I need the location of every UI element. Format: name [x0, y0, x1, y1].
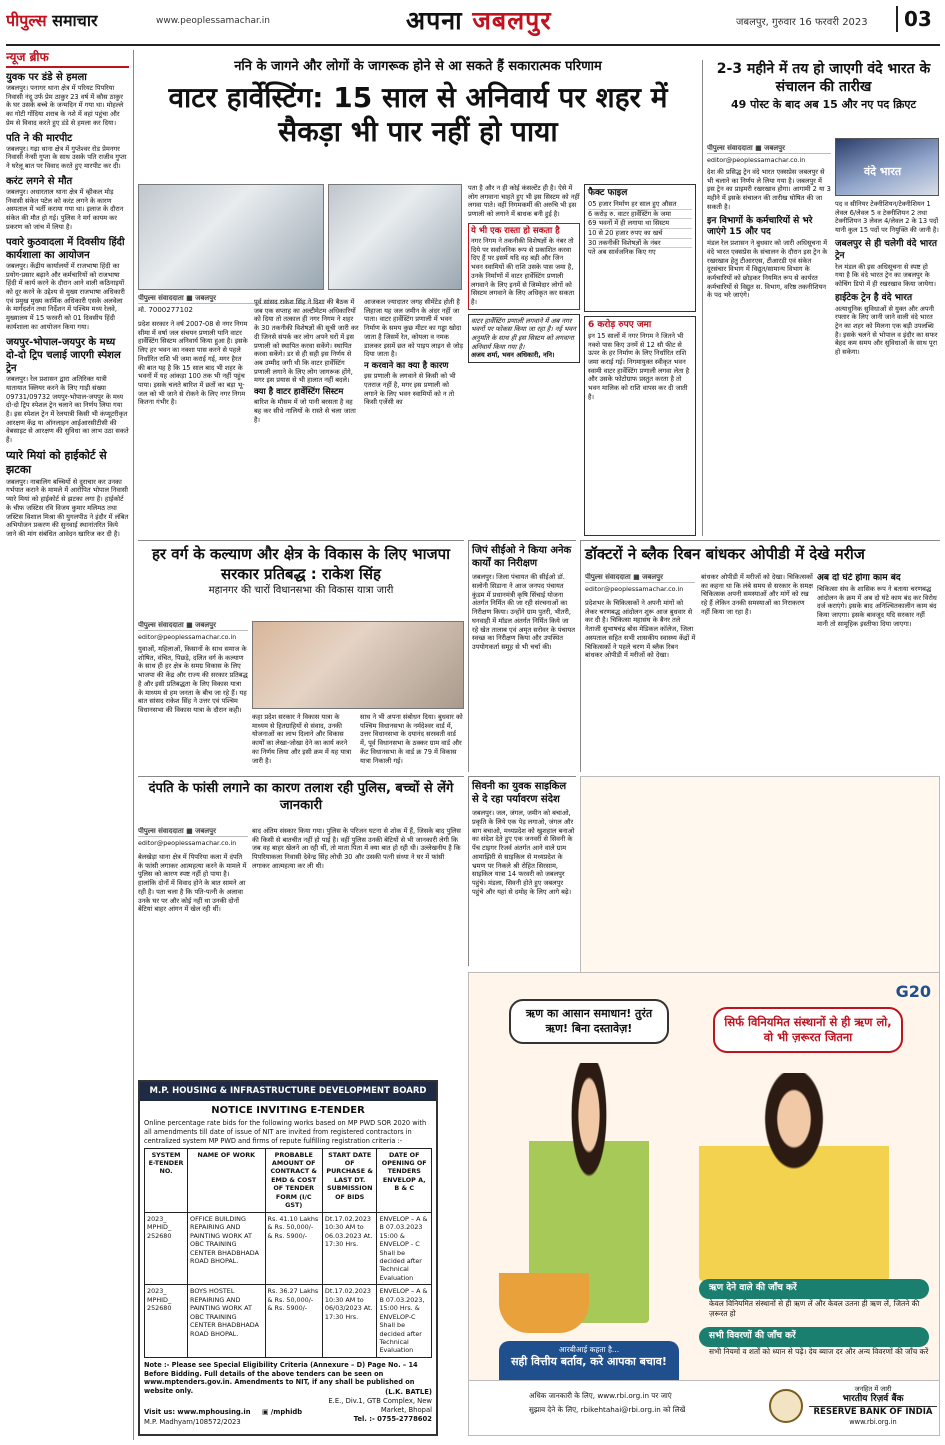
brief-body: जबलपुर। नाबालिग बच्चियों से दुराचार कर उनका गर्भपात कराने के मामले में आरोपित भोपाल निवासी प्यारे मियां को हाईकोर्ट से झटका लगा है। हाईकोर्ट के चीफ जस्टिस रवि विजय कुमार मलिमठ तथा जस्टिस विशाल मिश्रा की युगलपीठ ने इंदौर में लंबित अभियोजन प्रकरण की सुनवाई स्थानांतरित किये जाने की मांग संबंधित आवेदन खारिज कर दी है।: [6, 477, 129, 538]
doctors-subhead: अब दो घंटे होगा काम बंद: [817, 573, 901, 583]
tender-cell: Dt.17.02.2023 10:30 AM to 06.03.2023 At. 17:30 Hrs.: [322, 1212, 377, 1285]
bjp-story: [138, 540, 464, 772]
couple-body-2: बाद अंतिम संस्कार किया गया। पुलिस के परिजन घटना से शोक में हैं, जिसके बाद पुलिस की किसी से बातचीत नहीं हो पाई है। वहीं पुलिस उनकी बेटियों से भी जानकारी लेगी कि जब वह बाहर खेलने आ रही थीं, तो माता पिता में क्या बात हो रही थी। उल्लेखनीय है कि पिपरियाकला निवासी देवेन्द्र सिंह लोधी 30 और उसकी पत्नी संध्या ने घर में फांसी लगाकर आत्महत्या कर ली थी।: [252, 827, 461, 870]
lead-body-4: [468, 184, 580, 536]
brief-body: जबलपुर। केंद्रीय कार्यालयों में राजभाषा हिंदी का प्रयोग-प्रसार बढ़ाने और कर्मचारियों को राजभाषा हिंदी में कार्य करने के दौरान आने वाली कठिनाइयों को दूर करने के उद्देश्य से मुख्य राजभाषा अधिकारी एवं प्रमुख मुख्य कार्मिक अधिकारी एसके अलवेला के मार्गदर्शन तथा निर्देशन में पश्चिम मध्य रेलवे, मुख्यालय में 15 फरवरी को 01 दिवसीय हिंदी कार्यशाला का आयोजन किया गया।: [6, 261, 125, 331]
lead-subhead-3: ये भी एक रास्ता हो सकता है: [471, 225, 560, 236]
section-prefix: अपना: [406, 6, 463, 35]
ceo-inspection-story: [468, 540, 576, 772]
tender-visit[interactable]: Visit us: www.mphousing.in: [144, 1408, 251, 1416]
lead-subhead-2: न करवाने का क्या है कारण: [364, 360, 449, 371]
vande-subhead-1-body: रेल मंडल की इस अधिसूचना से स्पष्ट हो गया है कि वंदे भारत ट्रेन का जबलपुर के कोचिंग डिपो में ही रखरखाव किया जायेगा।: [835, 262, 936, 288]
tender-intro: Online percentage rate bids for the following works based on MP PWD SOR 2020 with all amendments till date of issue of NIT are invited from registered contractors in centralized system MP PWD and firms of repute fulfilling registration criteria :-: [144, 1119, 427, 1145]
brief-headline: करंट लगने से मौत: [6, 175, 73, 187]
lead-quote: वाटर हार्वेस्टिंग प्रणाली लगवाने में अब नगर भवनों पर फोकस किया जा रहा है। नई भवन अनुमति के साथ ही इस सिस्टम को लगवाना अनिवार्य किया गया है।: [471, 316, 576, 351]
tender-signer-name: (L.K. BATLE): [385, 1388, 432, 1396]
fact-file: [584, 184, 696, 312]
tender-col-header: NAME OF WORK: [188, 1148, 265, 1212]
check-lender-pill: ऋण देने वाले की जाँच करें: [699, 1279, 929, 1299]
tender-col-header: DATE OF OPENING OF TENDERS ENVELOP A, B & C: [377, 1148, 432, 1212]
tender-cell: 2023_ MPHID_ 252680: [145, 1212, 188, 1285]
check-lender-body: केवल विनियमित संस्थानों से ही ऋण लें और केवल उतना ही ऋण लें, जितने की ज़रूरत हो: [709, 1299, 920, 1318]
check-details-pill: सभी विवरणों की जाँच करें: [699, 1327, 929, 1347]
newspaper-logo: पीपुल्स समाचार: [6, 11, 98, 30]
fountain-photo: [138, 184, 324, 290]
bjp-byline: पीपुल्स संवाददाता ■ जबलपुर: [138, 621, 248, 631]
fact-item: 6 करोड़ रु. वाटर हार्वेस्टिंग के जमा: [588, 210, 692, 220]
vande-body-1: [707, 168, 831, 534]
lead-kicker: ननि के जागने और लोगों के जागरूक होने से आ सकते हैं सकारात्मक परिणाम: [234, 59, 602, 74]
lead-body-3-text: आजकल ज्यादातर जगह सीमेंटेड होती है लिहाजा यह जल जमीन के अंदर नहीं जा पाता। वाटर हार्वेस्टिंग प्रणाली में भवन निर्माण के समय कुछ मीटर का गड्ढा खोदा जाता है जिसमें रेत, कोयला व नमक डालकर इसमें छत को पाइप लाइन से जोड़ दिया जाता है।: [364, 298, 464, 359]
vande-subhead-3-body: अत्याधुनिक सुविधाओं से युक्त और अपनी रफ्तार के लिए जानी जाने वाली वंदे भारत ट्रेन का शहर को मिलना एक बड़ी उपलब्धि है। इसके चलने से भोपाल व इंदौर का सफर बेहद कम समय और सुविधाओं के साथ पूरा हो सकेगा।: [835, 304, 938, 357]
vande-email[interactable]: editor@peoplessamachar.co.in: [707, 156, 806, 164]
tender-note: Note :- Please see Special Eligibility Criteria (Annexure – D) Page No. – 14 Before Bidding. Full details of the above tenders can be seen on www.mptenders.gov.in. Amendments to NIT, if any shall be published on website only.: [144, 1360, 418, 1396]
rbi-seal-icon: [769, 1389, 803, 1423]
fact-item: 69 भवनों में ही लगाया था सिस्टम: [588, 219, 692, 229]
fact-item: 30 तकनीकी विशेषज्ञों के नंबर: [588, 239, 692, 249]
brief-headline: पवारे कुठवादला में दिवसीय हिंदी कार्यशाला का आयोजन: [6, 236, 125, 261]
vande-subhead-1: जबलपुर से ही चलेगी वंदे भारत ट्रेन: [835, 238, 938, 261]
vande-subhead: 49 पोस्ट के बाद अब 15 और नए पद क्रिएट: [730, 98, 917, 112]
brief-headline: जयपुर-भोपाल-जयपुर के मध्य दो-दो ट्रिप चलाई जाएगी स्पेशल ट्रेन: [6, 336, 121, 374]
vande-body-1-text: देश की प्रसिद्ध ट्रेन वंदे भारत एक्सप्रेस जबलपुर से भी चलाने का निर्णय ले लिया गया है। जबलपुर में इस ट्रेन का प्राइमरी रखरखाव होगा। आगामी 2 या 3 महीने में इसके संचालन की तारीख घोषित की जा सकती है।: [707, 168, 831, 211]
doctors-headline: डॉक्टरों ने ब्लैक रिबन बांधकर ओपीडी में देखे मरीज: [585, 545, 865, 563]
tender-cell: Rs. 41.10 Lakhs & Rs. 50,000/- & Rs. 5900/-: [265, 1212, 322, 1285]
lead-body-1: प्रदेश सरकार ने वर्ष 2007-08 से नगर निगम सीमा में वर्षा जल संचयन प्रणाली यानि वाटर हार्वेस्टिंग सिस्टम अनिवार्य किया हुआ है। इसके लिए हर भवन का नक्शा पास करने से पहले निर्धारित राशि भी जमा कराई गई, मगर हैरत की बात यह है कि 15 साल बाद भी शहर के भवनों में यह आंकड़ा 100 तक भी नहीं पहुंच पाया। इसके चलते बारिश में छतों का बड़ा भू-जल को भी जाने से रोकने के लिए नगर निगम कितना गंभीर है।: [138, 320, 248, 407]
tender-cell: OFFICE BUILDING REPAIRING AND PAINTING WORK AT OBC TRAINING CENTER BHADBHADA ROAD BHOPAL.: [188, 1212, 265, 1285]
vande-train-label: वंदे भारत: [864, 165, 902, 178]
rbi-tagline: सही वित्तीय बर्ताव, करे आपका बचाव!: [511, 1354, 667, 1368]
doctors-subhead-body: चिकित्सा संघ के शासिक रूप ने बताया चरणबद्ध आंदोलन के क्रम में अब दो घंटे काम बंद कर विरोध दर्ज कराएंगे। इसके बाद अनिश्चितकालीन काम बंद किया जाएगा। इसके बावजूद यदि सरकार नहीं मानी तो सामूहिक इस्तीफा दिया जाएगा।: [817, 584, 937, 628]
couple-story: [138, 776, 464, 966]
tender-cell: Rs. 36.27 Lakhs & Rs. 50,000/- & Rs. 5900/-: [265, 1285, 322, 1358]
ceo-headline: जिपं सीईओ ने किया अनेक कार्यों का निरीक्षण: [472, 545, 572, 570]
woman-right-illustration: [699, 1073, 889, 1281]
rbi-name-english: RESERVE BANK OF INDIA: [809, 1406, 937, 1418]
bjp-event-photo: [252, 621, 464, 709]
tender-title: NOTICE INVITING E-TENDER: [211, 1105, 365, 1117]
deposit-subhead: 6 करोड़ रुपए जमा: [588, 320, 652, 330]
tender-cell: Dt.17.02.2023 10:30 AM to 06/03/2023 At. 17:30 Hrs.: [322, 1285, 377, 1358]
g20-logo: G20: [895, 982, 931, 1001]
seoni-headline: सिवनी का युवक साइकिल से दे रहा पर्यावरण संदेश: [472, 781, 567, 806]
tender-cell: ENVELOP – A & B 07.03.2023 15:00 & ENVELOP - C Shall be decided after Technical Evaluation: [377, 1212, 432, 1285]
dateline: जबलपुर, गुरुवार 16 फरवरी 2023: [736, 17, 868, 28]
bjp-email[interactable]: editor@peoplessamachar.co.in: [138, 633, 237, 641]
rbi-info-2[interactable]: सुझाव देने के लिए, rbikehtahai@rbi.org.in को लिखें: [529, 1405, 686, 1414]
doctors-email[interactable]: editor@peoplessamachar.co.in: [585, 585, 684, 593]
tender-cell: BOYS HOSTEL REPAIRING AND PAINTING WORK AT OBC TRAINING CENTER BHADBHADA ROAD BHOPAL.: [188, 1285, 265, 1358]
lead-body-3: [364, 298, 464, 536]
vande-subhead-2-body: मंडल रेल प्रशासन ने बुधवार को जारी अधिसूचना में वंदे भारत एक्सप्रेस के संचालन के दौरान इस ट्रेन के रखरखाव हेतु टीआरएस, टीआरडी एवं संकेत दूरसंचार विभाग में विद्युत/सामान्य विभाग के कर्मचारियों को छोड़कर नियमित रूप से कार्यरत कर्मचारियों से विद्युत स. विभाग, वरिष्ठ तकनीशियन के पद भरे जाएंगे।: [707, 239, 828, 300]
laundry-basket-illustration: [499, 1273, 589, 1333]
tender-footer: [144, 1388, 432, 1430]
website-link[interactable]: www.peoplessamachar.in: [156, 16, 270, 26]
deposit-box: [584, 316, 696, 536]
social-icon: ▣: [262, 1408, 271, 1416]
ceo-body: जबलपुर। जिला पंचायत की सीईओ डॉ. सलोनी सिडाना ने आज जनपद पंचायत कुंडम में प्रधानमंत्री कृषि सिंचाई योजना अंतर्गत निर्मित की जा रही संरचनाओं का निरीक्षण किया। उन्होंने ग्राम पुतरी, भीतरी, घनवाही में मॉडल अंतर्गत निर्मित किये जा रहे खेत तालाब एवं अमृत सरोवर के पंचायत स्वच्छ का निरीक्षण किया और उपस्थित उपयोगकर्ता समूह से भी चर्चा की।: [472, 573, 575, 651]
lead-body-2: [254, 298, 360, 536]
tender-col-header: PROBABLE AMOUNT OF CONTRACT & EMD & COST OF TENDER FORM (I/C GST): [265, 1148, 322, 1212]
rbi-url[interactable]: www.rbi.org.in: [849, 1417, 897, 1426]
couple-body-1: बेलखेड़ा थाना क्षेत्र में पिपरिया कला में दंपति के फांसी लगाकर आत्महत्या करने के मामले में पुलिस को कारण स्पष्ट नहीं हो पाया है। हालांकि दोनों में विवाद होने के बात सामने आ रही है। पता चला है कि पति-पत्नी के अलावा उनके घर पर और कोई नहीं था उनकी दोनों बेटियां बाहर आंगन में खेल रही थीं।: [138, 853, 247, 914]
doctors-byline: पीपुल्स संवाददाता ■ जबलपुर: [585, 573, 695, 583]
tender-header-row: [145, 1148, 432, 1212]
speech-bubble-right: सिर्फ विनियमित संस्थानों से ही ऋण लो, वो भी ज़रूरत जितना: [713, 1007, 903, 1053]
check-details-body: सभी नियमों व शर्तों को ध्यान से पढ़ें। देय ब्याज दर और अन्य विवरणों की जाँच करें: [709, 1347, 929, 1356]
lead-body-4-text: पता है और न ही कोई कंसल्टेंट ही है। ऐसे में लोग लगवाना चाहते हुए भी इस सिस्टम को नहीं लगवा पाते। वहीं निगमकर्मी की अरुचि भी इस प्रणाली को लगाने में बाधक बनी हुई है।: [468, 184, 580, 219]
tender-col-header: SYSTEM E-TENDER NO.: [145, 1148, 188, 1212]
brief-item: [6, 236, 129, 332]
lead-subhead-2-body: इस प्रणाली के लगवाने से किसी को भी एतराज नहीं है, मगर इस प्रणाली को लगाने के लिए भवन स्वामियों को न तो किसी एजेंसी का: [364, 372, 456, 407]
fact-item: 05 हजार निर्माण हर साल हुए औसत: [588, 200, 692, 210]
tender-col-header: START DATE OF PURCHASE & LAST DT. SUBMISSION OF BIDS: [322, 1148, 377, 1212]
fact-item: पते अब सार्वजनिक किए गए: [588, 248, 656, 257]
bjp-headline: हर वर्ग के कल्याण और क्षेत्र के विकास के लिए भाजपा सरकार प्रतिबद्ध : राकेश सिंह: [151, 545, 451, 583]
tender-signer-title: E.E., Div.1, GTB Complex, New Market, Bhopal: [328, 1396, 432, 1414]
fact-file-title: फैक्ट फाइल: [588, 188, 628, 198]
brief-item: [6, 132, 129, 171]
seoni-body: जबलपुर। जल, जंगल, जमीन को बचाओ, प्रकृति के लिये एक पेड़ लगाओ, जंगल और बाग बचाओ, मध्यप्रदेश को खुशहाल बनाओ का संदेश देते हुए एक जनवरी से सिवनी के पेंच टाइगर रिजर्व अंतर्गत आने वाले ग्राम आमाझिरी से साइकिल से मध्यप्रदेश के भ्रमण पर निकले श्री रोहित सिरसाम, साइकिल यात्रा 14 फरवरी को जबलपुर पहुंचे। मंडला, सिवनी होते हुए जबलपुर पहुंचे और यहां से दमोह के लिए आगे बढ़े।: [472, 809, 575, 896]
bjp-body-2: कहा प्रदेश सरकार ने विकास यात्रा के माध्यम से हितग्राहियों से संवाद, उनकी योजनाओं का लाभ दिलाने और विकास कार्यों का लेखा-जोखा देने का कार्य करने का निर्णय लिया और इसी क्रम में यह यात्रा जारी है।: [252, 713, 352, 765]
brief-body: जबलपुर। अधारताल थाना क्षेत्र में व्हीकल मोड़ निवासी संकेत पटेल को करंट लगने के कारण अस्पताल में भर्ती कराया गया था। इलाज के दौरान संकेत की मौत हो गई। पुलिस ने मर्ग कायम कर प्रकरण को जांच में लिया है।: [6, 188, 124, 231]
page-number: 03: [896, 6, 932, 32]
lead-quote-box: [468, 314, 580, 364]
fact-item: 10 से 20 हजार रुपए का खर्च: [588, 229, 692, 239]
lead-quote-by: अजय शर्मा, भवन अधिकारी, ननि।: [471, 351, 555, 360]
lead-body-2-text: पूर्व सांसद राकेश सिंह ने दिशा की बैठक में जब एक सप्ताह का अल्टीमेटम अधिकारियों को दिया तो तत्काल ही नगर निगम ने शहर के 30 तकनीकी विशेषज्ञों की सूची जारी कर दी जिनसे संपर्क कर लोग अपने घरों में इस प्रणाली को स्थापित करवा सकेंगे। स्थापित करवा सकेंगे। डर से ही सही इस निर्णय से अब उम्मीद जगी थी कि वाटर हार्वेस्टिंग प्रणाली लगाने के लिए लोग जागरूक होंगे, मगर इस प्रयास से भी हालात नहीं बदले।: [254, 298, 359, 385]
brief-item: [6, 71, 129, 128]
section-city: जबलपुर: [472, 6, 552, 35]
lead-story: [138, 58, 698, 536]
lead-subhead-1: क्या है वाटर हार्वेस्टिंग सिस्टम: [254, 387, 344, 398]
vande-subhead-2: इन विभागों के कर्मचारियों से भरे जाएंगे 15 और पद: [707, 215, 813, 238]
brief-body: जबलपुर। रेल प्रशासन द्वारा अतिरिक्त यात्री यातायात क्लियर करने के लिए गाड़ी संख्या 09731/09732 जयपुर-भोपाल-जयपुर के मध्य दो-दो ट्रिप स्पेशल ट्रेन चलाने का निर्णय लिया गया है। इस स्पेशल ट्रेन में रेलयात्री किसी भी कंप्यूटरीकृत आरक्षण केंद्र या ऑनलाइन आईआरसीटीसी की वेबसाइट से आरक्षण की सुविधा का लाभ उठा सकते हैं।: [6, 375, 129, 445]
lead-headline: वाटर हार्वेस्टिंग: 15 साल से अनिवार्य पर शहर में सैकड़ा भी पार नहीं हो पाया: [168, 81, 668, 148]
news-brief-label: न्यूज ब्रीफ: [6, 50, 129, 68]
bjp-subhead: महानगर की चारों विधानसभा की विकास यात्रा जारी: [208, 585, 394, 596]
doctors-story: [580, 540, 940, 772]
vande-bharat-story: [702, 60, 940, 536]
rbi-name-hindi: भारतीय रिज़र्व बैंक: [842, 1393, 904, 1404]
tender-cell: ENVELOP – A & B 07.03.2023, 15:00 Hrs. & ENVELOP-C Shall be decided after Technical Evaluation: [377, 1285, 432, 1358]
vande-subhead-3: हाईटेक ट्रेन है वंदे भारत: [835, 292, 913, 303]
masthead: [6, 2, 940, 46]
tender-notice: [138, 1080, 438, 1436]
doctors-body-1: प्रदेशभर के चिकित्सकों ने अपनी मांगों को लेकर चरणबद्ध आंदोलन शुरू आज बुधवार से कर दी है। चिकित्सा महासंघ के बैनर तले नेताजी सुभाषचंद्र बोस मेडिकल कॉलेज, जिला अस्पताल सहित सभी शासकीय स्वास्थ्य केंद्रों में चिकित्सकों ने पहले चरण में ब्लैक रिबन बांधकर ओपीडी में मरीजों को देखा।: [585, 599, 696, 660]
bjp-body-3: साथ ने भी अपना संबोधन दिया। बुधवार को पश्चिम विधानसभा के नर्मदेश्वर वार्ड में, उत्तर विधानसभा के दयानंद सरस्वती वार्ड में, पूर्व विधानसभा के ठक्कर ग्राम वार्ड और केंट विधानसभा के वार्ड क्र 79 में विकास यात्रा निकाली गई।: [360, 713, 463, 765]
rbi-footer: [468, 1380, 940, 1436]
tank-photo: [328, 184, 462, 290]
tender-signer: [326, 1388, 432, 1424]
lead-byline: पीपुल्स संवाददाता ■ जबलपुर: [138, 294, 324, 304]
brief-item: [6, 175, 129, 232]
vande-byline: पीपुल्स संवाददाता ■ जबलपुर: [707, 144, 831, 154]
vande-train-photo: [835, 138, 939, 196]
tender-cell: 2023_ MPHID_ 252680: [145, 1285, 188, 1358]
bjp-body-1: युवाओं, महिलाओं, किसानों के साथ समाज के शोषित, वंचित, पिछड़े, दलित वर्ग के कल्याण के साथ ही हर क्षेत्र के समग्र विकास के लिए भाजपा की केंद्र और राज्य की सरकार प्रतिबद्ध है और इसी प्रतिबद्धता के लिए विकास यात्रा के माध्यम से हम जनता के बीच जा रहे हैं। यह बात सांसद राकेश सिंह ने उत्तर एवं पश्चिम विधानसभा की विकास यात्रा के दौरान कही।: [138, 645, 248, 714]
lead-mobile: मो. 7000277102: [138, 306, 193, 314]
tender-phone: Tel. :- 0755-2778602: [353, 1414, 432, 1423]
rbi-public-interest: जनहित में जारी: [854, 1385, 892, 1393]
tender-madhyam: M.P. Madhyam/108572/2023: [144, 1418, 241, 1426]
tender-row: [145, 1212, 432, 1285]
brief-item: [6, 336, 129, 445]
vande-headline: 2-3 महीने में तय हो जाएगी वंदे भारत के संचालन की तारीख: [716, 61, 931, 96]
brief-headline: प्यारे मियां को हाईकोर्ट से झटका: [6, 448, 107, 477]
couple-byline: पीपुल्स संवाददाता ■ जबलपुर: [138, 827, 248, 837]
seoni-story: [468, 776, 576, 966]
couple-email[interactable]: editor@peoplessamachar.co.in: [138, 839, 237, 847]
tender-org: M.P. HOUSING & INFRASTRUCTURE DEVELOPMENT BOARD: [140, 1082, 436, 1101]
lead-subhead-1-body: बारिश के मौसम में जो पानी बरसता है वह बह कर सीधे नालियों के रास्ते से चला जाता है।: [254, 398, 356, 424]
brief-body: जबलपुर। गढ़ा थाना क्षेत्र में गुप्तेश्वर रोड प्रेमनगर निवासी नेन्सी गुप्ता के साथ उसके पति राजीव गुप्ता ने घरेलू बात पर विवाद करते हुए मारपीट कर दी।: [6, 144, 127, 171]
brief-headline: युवक पर डंडे से हमला: [6, 71, 87, 83]
lead-subhead-3-box: [468, 223, 580, 310]
brief-item: [6, 449, 129, 539]
rbi-tagline-small: आरबीआई कहता है...: [558, 1345, 620, 1354]
section-title: [406, 4, 552, 37]
vande-body-2: [835, 200, 939, 534]
brief-headline: पति ने की मारपीट: [6, 132, 73, 144]
doctors-body-3: [817, 573, 937, 771]
rbi-bank-name: [809, 1385, 937, 1427]
tender-social[interactable]: ▣ /mphidb: [262, 1408, 303, 1416]
deposit-body: इन 15 सालों में नगर निगम ने जितने भी नक्शे पास किए उनमें से 12 सौ फीट से ऊपर के हर निर्माण के लिए निर्धारित राशि जमा कराई गई। निगमायुक्त स्वीकृत भवन स्वामी वाटर हार्वेस्टिंग प्रणाली लगवा लेता है और उसके फोटोग्राफ प्रस्तुत करता है तो भवन मालिक को राशि वापस कर दी जाती है।: [588, 331, 690, 401]
speech-bubble-left: ऋण का आसान समाधान! तुरंत ऋण! बिना दस्तावेज़!: [509, 999, 669, 1044]
rbi-info-1[interactable]: अधिक जानकारी के लिए, www.rbi.org.in पर जाएं: [529, 1391, 672, 1400]
lead-subhead-3-body: नगर निगम ने तकनीकी विशेषज्ञों के नंबर तो दिये पर सर्वाजनिक रूप से प्रकाशित करवा दिए हैं पर इसमें यदि वह बड़ी और जिन भवन स्वामियों की राशि उसके पास जमा है, उनके निर्माणों में वाटर हार्वेस्टिंग प्रणाली लगवाने के लिए इनमें से जिम्मेदार लोगों को सिस्टम लगवाने के लिए अधिकृत कर सकता है।: [471, 237, 575, 306]
doctors-body-2: बांधकर ओपीडी में मरीजों को देखा। चिकित्सकों का कहना था कि लंबे समय से सरकार के समक्ष चिकित्सक अपनी समस्याओं और मांगें को रख रहे हैं लेकिन उनकी समस्याओं का निराकरण नहीं किया जा रहा है।: [701, 573, 813, 616]
tender-row: [145, 1285, 432, 1358]
rbi-ad-panel: [468, 972, 940, 1436]
couple-headline: दंपति के फांसी लगाने का कारण तलाश रही पुलिस, बच्चों से लेंगे जानकारी: [148, 781, 454, 813]
tender-table: [144, 1148, 432, 1358]
vande-body-2-text: पद व सीनियर टेक्नीशियन/टेक्नीशियन 1 लेवल 6/लेवल 5 व टेक्नीशियन 2 तथा टेक्नीशियन 3 लेवल 4/लेवल 2 के 13 पदों यानी कुल 15 पदों पर नियुक्ति की जानी है।: [835, 200, 939, 235]
news-brief-column: [6, 50, 134, 1440]
brief-body: जबलपुर। पनागर थाना क्षेत्र में परियट पिपरिया निवासी नंदू उर्फ प्रेम ठाकुर 23 वर्ष में कौस ठाकुर के घर उसके बच्चे के जन्मदिन में गया था। मोहल्ले का गोटी गोंदिया शराब के नशे में वहां पहुंचा और प्रेम से विवाद करते हुए डंडे से हमला कर दिया।: [6, 84, 124, 127]
